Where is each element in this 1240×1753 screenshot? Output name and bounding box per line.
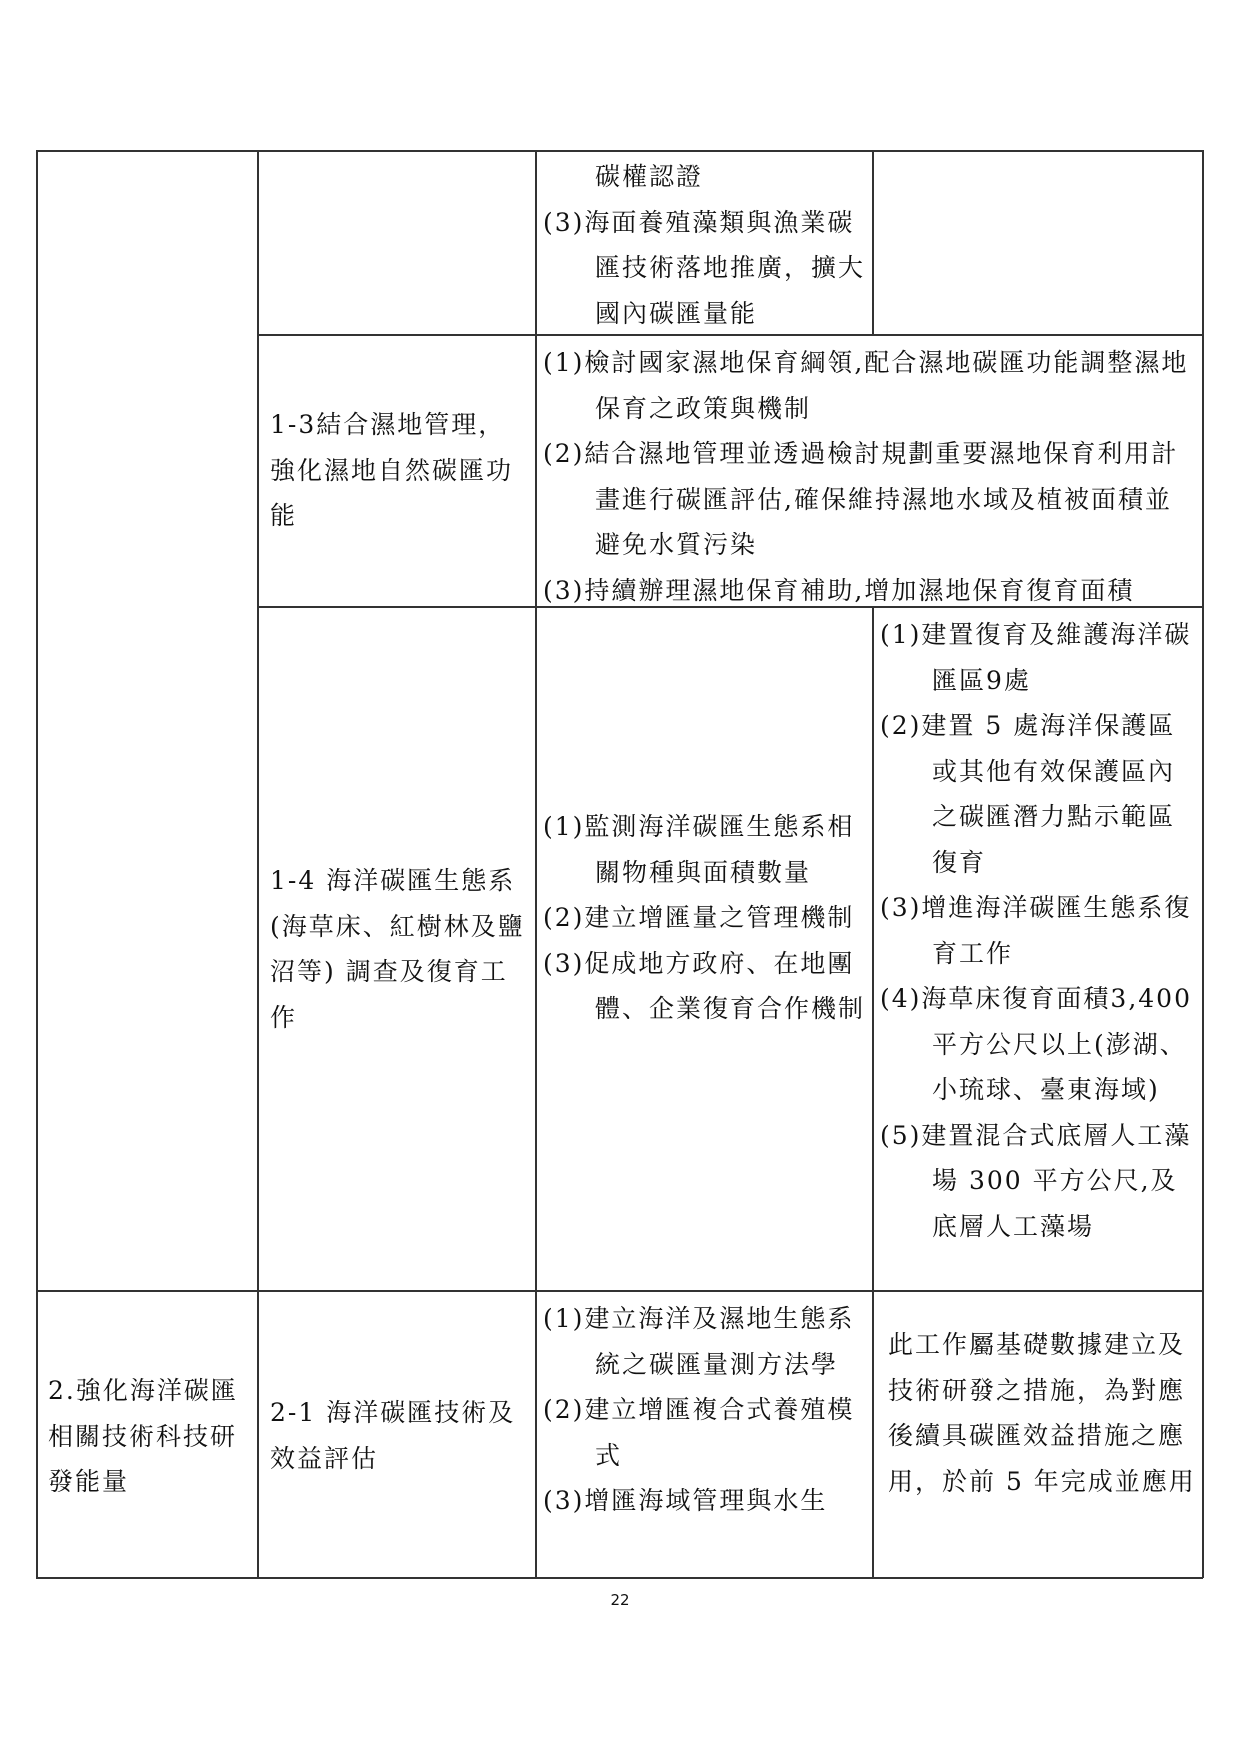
list-item: (3)促成地方政府、在地團體、企業復育合作機制 (543, 948, 866, 1023)
column-divider (872, 606, 874, 1578)
list-item: (2)建立增匯複合式養殖模式 (543, 1395, 855, 1470)
column-divider (257, 150, 259, 1578)
list-item: (3)持續辦理濕地保育補助,增加濕地保育復育面積 (543, 575, 1135, 605)
table-border-top (36, 150, 1203, 152)
list-item: (4)海草床復育面積3,400平方公尺以上(澎湖、小琉球、臺東海域) (880, 984, 1192, 1104)
row2-col34 (543, 340, 1198, 613)
list-item: (2)建立增匯量之管理機制 (543, 903, 855, 932)
list-item: (1)檢討國家濕地保育綱領,配合濕地碳匯功能調整濕地保育之政策與機制 (543, 348, 1189, 423)
list-item: (3)增匯海域管理與水生 (543, 1486, 828, 1515)
page-number: 22 (610, 1591, 630, 1609)
list-item: (3)增進海洋碳匯生態系復育工作 (880, 893, 1192, 968)
strategy-title: 2.強化海洋碳匯相關技術科技研發能量 (48, 1376, 238, 1496)
column-divider (872, 150, 874, 334)
table-border-left (36, 150, 38, 1578)
cell-text: 碳權認證 (595, 162, 704, 191)
list-item: (1)建立海洋及濕地生態系統之碳匯量測方法學 (543, 1304, 855, 1379)
list-item: (1)監測海洋碳匯生態系相關物種與面積數量 (543, 812, 855, 887)
measure-title: 1-3結合濕地管理，強化濕地自然碳匯功能 (270, 410, 514, 530)
list-item: (2)結合濕地管理並透過檢討規劃重要濕地保育利用計畫進行碳匯評估,確保維持濕地水域及植被面積並避免水質污染 (543, 439, 1179, 559)
list-item: (5)建置混合式底層人工藻場 300 平方公尺,及底層人工藻場 (880, 1120, 1192, 1241)
row4-col2 (270, 1390, 528, 1481)
row3-col4 (880, 612, 1198, 1249)
note-text: 此工作屬基礎數據建立及技術研發之措施，為對應後續具碳匯效益措施之應用，於前 5 年完成並應用 (888, 1330, 1196, 1496)
measure-title: 2-1 海洋碳匯技術及效益評估 (270, 1398, 516, 1473)
table-border-right (1202, 150, 1204, 1578)
row-divider (36, 1290, 1203, 1292)
list-item: (2)建置 5 處海洋保護區或其他有效保護區內之碳匯潛力點示範區復育 (880, 711, 1176, 877)
row4-col4 (888, 1322, 1198, 1504)
row2-col2 (270, 402, 528, 539)
measures-table (36, 150, 1203, 1578)
measure-title: 1-4 海洋碳匯生態系(海草床、紅樹林及鹽沼等) 調查及復育工作 (270, 866, 525, 1032)
list-item: (1)建置復育及維護海洋碳匯區9處 (880, 620, 1192, 695)
row1-col3 (543, 154, 865, 336)
row3-col3 (543, 804, 865, 1032)
row4-col3 (543, 1296, 865, 1524)
row4-col1 (48, 1368, 248, 1505)
row3-col2 (270, 858, 528, 1040)
column-divider (535, 150, 537, 1578)
table-border-bottom (36, 1577, 1203, 1579)
list-item: (3)海面養殖藻類與漁業碳匯技術落地推廣，擴大國內碳匯量能 (543, 207, 866, 328)
